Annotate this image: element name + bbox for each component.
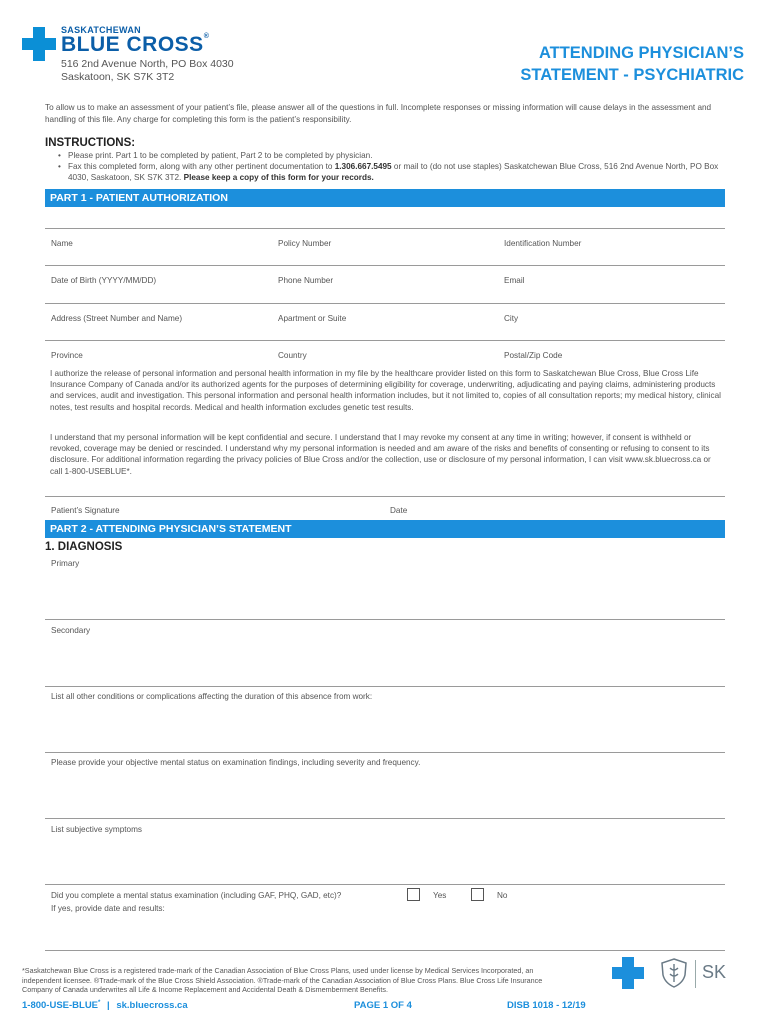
divider: [45, 686, 725, 687]
other-conditions-label: List all other conditions or complications affecting the duration of this absence from work:: [51, 692, 373, 701]
divider: [45, 619, 725, 620]
part1-header: PART 1 - PATIENT AUTHORIZATION: [45, 189, 725, 207]
signature-label: Patient’s Signature: [51, 506, 120, 515]
apartment-label: Apartment or Suite: [278, 314, 347, 323]
name-label: Name: [51, 239, 73, 248]
footer-contact: 1-800-USE-BLUE* | sk.bluecross.ca: [22, 1000, 188, 1012]
consent-paragraph-2: I understand that my personal information will be kept confidential and secure. I understand that I may revoke my consent at any time in writing; however, if consent is withheld or revoked, coverage may be denied or rescinded. I understand why my personal information is needed and am aware of the risks and benefits of consenting or refusing to consent to its disclosure. For additional information regarding the privacy policies of Blue Cross and/or the collection, use or disclosure of my personal information, I can visit www.sk.bluecross.ca or call 1-800-USEBLUE*.: [50, 433, 711, 476]
secondary-label: Secondary: [51, 626, 91, 635]
blue-cross-footer-icon: [612, 957, 644, 989]
date-label: Date: [390, 506, 408, 515]
instruction-item: • Please print. Part 1 to be completed by patient, Part 2 to be completed by physician.: [58, 150, 738, 161]
address-label: Address (Street Number and Name): [51, 314, 183, 323]
mse-question-label: Did you complete a mental status examination (including GAF, PHQ, GAD, etc)?: [51, 891, 342, 900]
mse-no-checkbox[interactable]: [471, 888, 484, 901]
brand-small-text: SASKATCHEWAN: [61, 25, 141, 35]
city-label: City: [504, 314, 519, 323]
divider: [45, 303, 725, 304]
instructions-list: [58, 150, 738, 183]
divider: [45, 950, 725, 951]
mse-no-label: No: [497, 891, 508, 900]
form-code: DISB 1018 - 12/19: [507, 1000, 586, 1011]
instruction-item: • Fax this completed form, along with any other pertinent documentation to 1.306.667.5495 or mail to (do not use staples) Saskatchewan Blue Cross, 516 2nd Avenue North, PO Box 4030, Saskatoon, SK S7K 3T2. Please keep a copy of this form for your records.: [58, 161, 738, 183]
divider: [45, 228, 725, 229]
divider: [45, 752, 725, 753]
company-address: 516 2nd Avenue North, PO Box 4030 Saskatoon, SK S7K 3T2: [61, 58, 234, 83]
footer-website[interactable]: sk.bluecross.ca: [116, 1000, 188, 1012]
trademark-disclaimer: *Saskatchewan Blue Cross is a registered trade-mark of the Canadian Association of Blue Cross Plans, used under license by Medical Services Incorporated, an independent licensee. ®Trade-mark of the Blue Cross Shield Association. ®Trade-mark of the Canadian Association of Blue Cross Plans. Blue Cross Life Insurance Company of Canada underwrites all Life & Income Replacement and Accidental Death & Dismemberment Benefits.: [22, 966, 543, 995]
primary-label: Primary: [51, 559, 80, 568]
diagnosis-title: 1. DIAGNOSIS: [45, 541, 123, 553]
divider: [45, 884, 725, 885]
country-label: Country: [278, 351, 307, 360]
consent-paragraph-1: I authorize the release of personal information and personal health information in my file by the healthcare provider listed on this form to Saskatchewan Blue Cross, Blue Cross Life Insurance Company of Canada and/or its authorized agents for the purposes of determining eligibility for coverage, underwriting, adjudicating and paying claims, administering products and services, audit and investigation. This personal information and personal health information includes, but it not limited to, copies of all consultation reports; my medical history, clinical notes, test results and hospital records. Medical and health information excludes genetic test results.: [50, 369, 721, 412]
postal-code-label: Postal/Zip Code: [504, 351, 563, 360]
divider: [45, 265, 725, 266]
logo-separator: [695, 960, 696, 988]
form-title: ATTENDING PHYSICIAN’S STATEMENT - PSYCHIATRIC: [520, 44, 744, 84]
brand-name: BLUE CROSS®: [61, 33, 210, 56]
phone-label: Phone Number: [278, 276, 334, 285]
mse-followup-label: If yes, provide date and results:: [51, 904, 165, 913]
sk-logo: SK: [702, 962, 727, 982]
footer-phone: 1-800-USE-BLUE: [22, 1000, 99, 1012]
identification-number-label: Identification Number: [504, 239, 582, 248]
policy-number-label: Policy Number: [278, 239, 332, 248]
blue-cross-logo-icon: [22, 27, 56, 61]
email-label: Email: [504, 276, 525, 285]
blue-shield-icon: [660, 958, 688, 988]
mse-yes-label: Yes: [433, 891, 447, 900]
dob-label: Date of Birth (YYYY/MM/DD): [51, 276, 157, 285]
intro-text: To allow us to make an assessment of your patient’s file, please answer all of the questions in full. Incomplete responses or missing information will cause delays in the assessment and handling of this file. Any charge for completing this form is the patient’s responsibility.: [45, 103, 712, 124]
part2-header: PART 2 - ATTENDING PHYSICIAN’S STATEMENT: [45, 520, 725, 538]
province-label: Province: [51, 351, 83, 360]
mse-yes-checkbox[interactable]: [407, 888, 420, 901]
divider: [45, 340, 725, 341]
subjective-symptoms-label: List subjective symptoms: [51, 825, 143, 834]
page-number: PAGE 1 OF 4: [354, 1000, 412, 1011]
instructions-title: INSTRUCTIONS:: [45, 137, 136, 149]
divider: [45, 818, 725, 819]
divider: [45, 496, 725, 497]
mental-status-label: Please provide your objective mental status on examination findings, including severity and frequency.: [51, 758, 421, 767]
